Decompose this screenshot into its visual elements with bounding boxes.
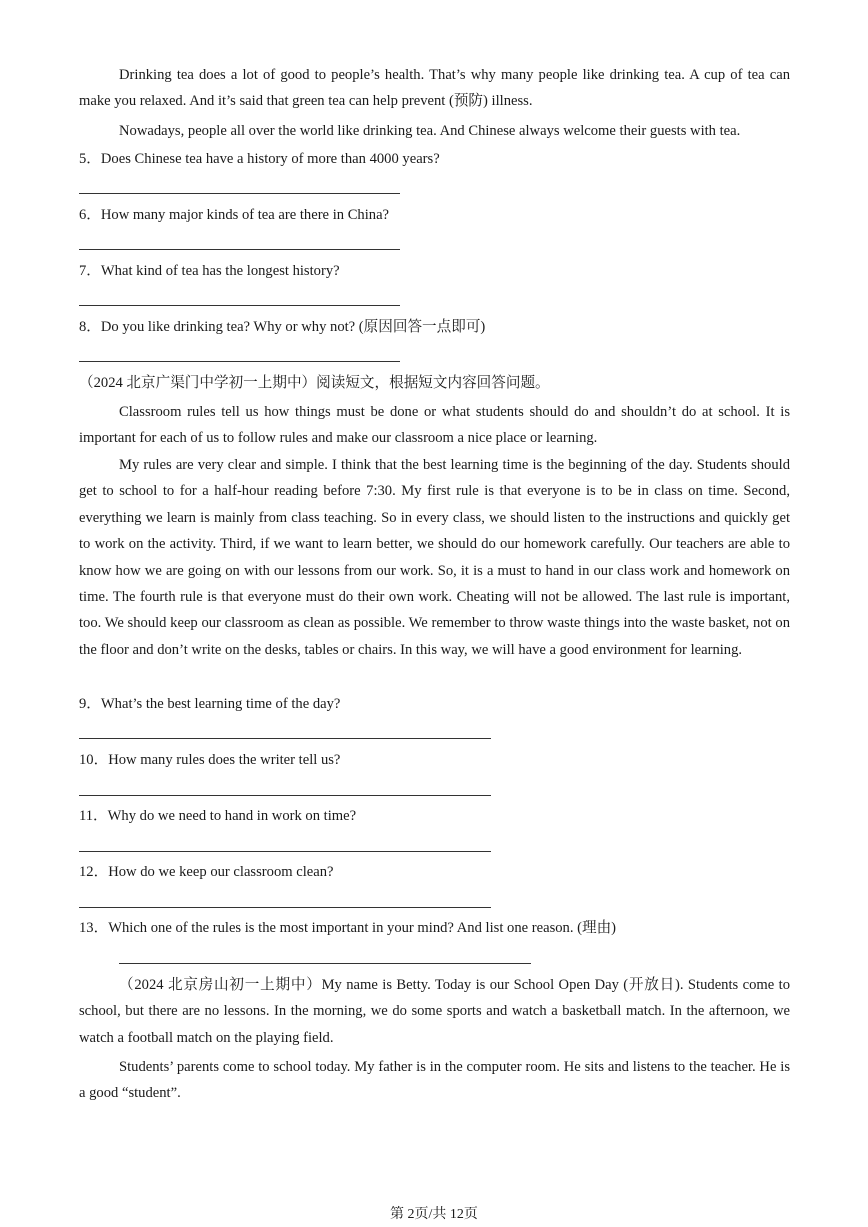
question-8: 8．Do you like drinking tea? Why or why not? (原因回答一点即可) [79, 319, 486, 335]
passage1-paragraph-2: Nowadays, people all over the world like drinking tea. And Chinese always welcome their guests with tea. [119, 123, 741, 139]
question-7: 7．What kind of tea has the longest history? [79, 263, 340, 279]
passage3-paragraph-1: （2024 北京房山初一上期中）My name is Betty. Today is our School Open Day (开放日). Students come to school, but there are no lessons. In the morning, we do some sports and watch a basketball match. In the afternoon, we watch a football match on the playing field. [79, 977, 790, 1046]
question-9: 9．What’s the best learning time of the day? [79, 696, 341, 712]
answer-line-11[interactable] [79, 851, 491, 852]
answer-line-5[interactable] [79, 193, 400, 194]
question-5: 5．Does Chinese tea have a history of more than 4000 years? [79, 151, 440, 167]
passage2-paragraph-2: My rules are very clear and simple. I think that the best learning time is the beginning of the day. Students should get to school to for a half-hour reading before 7:30. My first rule is that everyone is to be in class on time. Second, everything we learn is mainly from class teaching. So in every class, we should listen to the instructions and quickly get to work on the activity. Third, if we want to learn better, we should do our homework carefully. Our teachers are able to know how we are going on with our lessons from our work. So, it is a must to hand in our class work and homework on time. The fourth rule is that everyone must do their own work. Cheating will not be allowed. The last rule is important, too. We should keep our classroom as clean as possible. We remember to throw waste things into the waste basket, not on the floor and don’t write on the desks, tables or chairs. In this way, we will have a good environment for learning. [79, 457, 790, 658]
passage2-paragraph-1: Classroom rules tell us how things must be done or what students should do and shouldn’t do at school. It is important for each of us to follow rules and make our classroom a nice place or learning. [79, 404, 790, 447]
passage1-paragraph-1: Drinking tea does a lot of good to people’s health. That’s why many people like drinking tea. A cup of tea can make you relaxed. And it’s said that green tea can help prevent (预防) illness. [79, 67, 790, 110]
question-10: 10．How many rules does the writer tell us? [79, 752, 341, 768]
source-heading-2: （2024 北京广渠门中学初一上期中）阅读短文，根据短文内容回答问题。 [79, 375, 550, 391]
question-6: 6．How many major kinds of tea are there in China? [79, 207, 390, 223]
question-11: 11．Why do we need to hand in work on time? [79, 808, 357, 824]
answer-line-6[interactable] [79, 249, 400, 250]
answer-line-7[interactable] [79, 305, 400, 306]
answer-line-10[interactable] [79, 795, 491, 796]
page-number: 第 2页/共 12页 [390, 1207, 478, 1222]
question-12: 12．How do we keep our classroom clean? [79, 864, 334, 880]
answer-line-9[interactable] [79, 738, 491, 739]
question-13: 13．Which one of the rules is the most important in your mind? And list one reason. (理由) [79, 920, 617, 936]
answer-line-8[interactable] [79, 361, 400, 362]
answer-line-12[interactable] [79, 907, 491, 908]
answer-line-13[interactable] [119, 963, 531, 964]
passage3-paragraph-2: Students’ parents come to school today. My father is in the computer room. He sits and listens to the teacher. He is a good “student”. [79, 1059, 790, 1102]
